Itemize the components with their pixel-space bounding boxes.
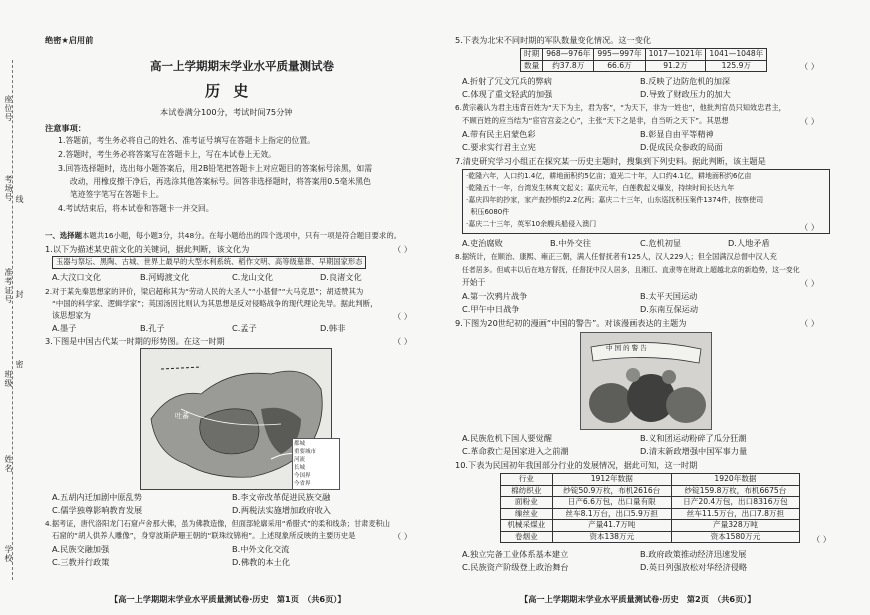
q1-answer-paren: （ ） — [393, 244, 412, 254]
cartoon-banner-text: 中 国 的 警 告 — [606, 344, 647, 352]
q10-r4-c1: 产量41.7万吨 — [552, 520, 671, 532]
q5-cell-2: 66.6万 — [594, 60, 645, 72]
q3-map-legend — [292, 438, 340, 490]
q5-option-a: A.折射了冗文冗兵的弊病 — [462, 76, 552, 86]
q3-option-c: C.儒学独尊影响教育发展 — [52, 505, 143, 515]
q7-answer-paren: （ ） — [800, 222, 819, 232]
q1-keyword-box: 玉器与祭坛、黑陶、古城、世界上最早的大型水利系统、稻作文明、高等级墓葬、早期国家形态 — [52, 256, 366, 269]
score-line: 本试卷满分100分，考试时间75分钟 — [160, 107, 293, 117]
q4-option-d: D.佛教的本土化 — [232, 557, 291, 567]
note-3: 3.回答选择题时，选出每小题答案后，用2B铅笔把答题卡上对应题目的答案标号涂黑，如需 — [58, 164, 373, 173]
q5-cell-0: 数量 — [521, 60, 543, 72]
q7-source-2: ·乾隆五十一年，台湾发生林爽文起义；嘉庆元年，白莲教起义爆发，持续时间长达九年 — [466, 184, 735, 192]
q8-option-c: C.甲午中日战争 — [462, 304, 520, 314]
q7-source-4: ·嘉庆二十三年，英军10余艘兵船侵入澳门 — [466, 220, 597, 228]
q2-option-b: B.孔子 — [140, 323, 165, 333]
q9-option-a: A.民族危机下国人要觉醒 — [462, 433, 552, 443]
q8-option-a: A.第一次鸦片战争 — [462, 291, 528, 301]
q10-r3-c1: 丝车8.1万台，出口5.9万担 — [552, 508, 671, 520]
q1-option-a: A.大汶口文化 — [52, 272, 101, 282]
q3-answer-paren: （ ） — [393, 336, 412, 346]
q4-answer-paren: （ ） — [393, 531, 412, 541]
exam-title: 高一上学期期末学业水平质量测试卷 — [150, 59, 334, 73]
q10-r5-c2: 资本1580万元 — [671, 531, 799, 543]
q10-head-2: 1920年数据 — [671, 474, 799, 486]
name-label: 姓名 — [4, 455, 13, 473]
q5-option-d: D.导致了财政压力的加大 — [640, 89, 731, 99]
q10-r2-c1: 日产6.6万包，出口量有限 — [552, 497, 671, 509]
seal-mark-line: 线 — [15, 195, 24, 204]
q3-option-d: D.两税法实施增加政府收入 — [232, 505, 331, 515]
q8-option-d: D.东南互保运动 — [640, 304, 699, 314]
q5-head-1: 968—976年 — [543, 49, 594, 61]
q7-option-a: A.吏治腐败 — [462, 238, 503, 248]
q8-line-2: 任者居多。但咸丰以后在地方督抚，任督抚中汉人居多，且湘江、直隶等在财政上超越北京的新趋势，这一变化 — [462, 266, 800, 274]
map-label-tubo: 吐蕃 — [175, 412, 189, 420]
q10-option-c: C.民族资产阶级登上政治舞台 — [462, 562, 569, 572]
q10-option-b: B.政府政策推动经济迅速发展 — [640, 549, 747, 559]
q5-head-0: 时期 — [521, 49, 543, 61]
q8-answer-paren: （ ） — [800, 278, 819, 288]
q6-option-d: D.促成民众参政的局面 — [640, 142, 723, 152]
q5-head-3: 1017—1021年 — [645, 49, 706, 61]
q8-line-1: 8.据统计，在顺治、康熙、雍正三朝，满人任督抚者有125人，汉人229人；但全国满汉总督中汉人充 — [455, 252, 777, 261]
legend-wall: 长城 — [294, 465, 306, 471]
q10-option-a: A.独立完备工业体系基本建立 — [462, 549, 569, 559]
q1-option-d: D.良渚文化 — [320, 272, 362, 282]
q5-cell-1: 约37.8万 — [543, 60, 594, 72]
q7-source-3: ·嘉庆四年的抄家，家产查抄银约2.2亿两；嘉庆二十三年，山东巡抚积压案件1374件，按察使司 — [466, 196, 764, 204]
q5-cell-4: 125.9万 — [706, 60, 767, 72]
q2-line-2: “中国的科学家、逻辑学家”；英国汤因比则认为其思想是反对侵略战争的现代理论先导。据此判断， — [52, 299, 378, 308]
q4-option-a: A.民族交融加强 — [52, 544, 110, 554]
q10-stem: 10.下表为民国初年我国部分行业的发展情况，据此可知，这一时期 — [455, 460, 698, 470]
q10-r4-c2: 产量328万吨 — [671, 520, 799, 532]
q4-line-1: 4.据考证，唐代洛阳龙门石窟卢舍那大佛，虽为佛教造像，但面部轮廓采用“希腊式”的柔和线条；甘肃麦积山 — [45, 519, 390, 528]
seal-mark-mi: 密 — [15, 360, 24, 369]
subject-title: 历 史 — [205, 82, 253, 100]
q2-line-3: 该思想家为 — [52, 311, 91, 320]
q1-option-b: B.河姆渡文化 — [140, 272, 190, 282]
seal-mark-feng: 封 — [15, 290, 24, 299]
q9-cartoon-image — [580, 332, 712, 430]
q10-r4-c0: 机械采煤业 — [501, 520, 553, 532]
q2-answer-paren: （ ） — [393, 311, 412, 321]
school-label: 学校 — [4, 545, 13, 563]
q10-option-d: D.英日列强放松对华经济侵略 — [640, 562, 748, 572]
q9-answer-paren: （ ） — [800, 318, 819, 328]
q3-stem: 3.下图是中国古代某一时期的形势图。在这一时期 — [45, 336, 225, 346]
q4-option-c: C.三教并行政策 — [52, 557, 110, 567]
note-3c: 笔迹签字笔写在答题卡上。 — [70, 190, 164, 199]
q5-army-table — [520, 48, 767, 72]
secret-note: 绝密★启用前 — [45, 35, 94, 45]
q6-line-2: 不顾百姓的应当结为“宦官宫妾之心”，主张“天下之是非，自当听之天下”。其思想 — [462, 116, 729, 125]
q8-option-b: B.太平天国运动 — [640, 291, 698, 301]
q1-option-c: C.龙山文化 — [232, 272, 274, 282]
q2-option-a: A.墨子 — [52, 323, 77, 333]
q5-stem: 5.下表为北宋不同时期的军队数量变化情况。这一变化 — [455, 35, 652, 45]
q5-answer-paren: （ ） — [800, 61, 819, 71]
legend-border: 今国界 — [294, 473, 311, 479]
note-2: 2.答题时，考生务必将答案写在答题卡上，写在本试卷上无效。 — [58, 150, 276, 159]
q10-head-1: 1912年数据 — [552, 474, 671, 486]
q10-answer-paren: （ ） — [812, 534, 831, 544]
q10-r5-c1: 资本138万元 — [552, 531, 671, 543]
q10-r1-c0: 棉纺织业 — [501, 485, 553, 497]
q10-r2-c2: 日产20.4万包，出口8316万包 — [671, 497, 799, 509]
q9-stem: 9.下图为20世纪初的漫画“中国的警告”。对该漫画表达的主题为 — [455, 318, 687, 328]
footer-page-2: 【高一上学期期末学业水平质量测试卷·历史 第2页 （共6页）】 — [520, 594, 756, 604]
q6-option-a: A.带有民主启蒙色彩 — [462, 129, 536, 139]
q5-option-c: C.体现了重文轻武的加强 — [462, 89, 553, 99]
class-label: 班级 — [4, 370, 13, 388]
note-4: 4.考试结束后，将本试卷和答题卡一并交回。 — [58, 204, 214, 213]
q5-head-2: 995—997年 — [594, 49, 645, 61]
binding-fold-line — [12, 60, 14, 580]
legend-city: 重要城市 — [294, 449, 317, 455]
exam-room-label: 考场号 — [4, 175, 13, 202]
q4-option-b: B.中外文化交流 — [232, 544, 290, 554]
q9-option-b: B.义和团运动粉碎了瓜分狂潮 — [640, 433, 747, 443]
legend-capital: 都城 — [294, 441, 306, 447]
q5-option-b: B.反映了边防危机的加深 — [640, 76, 731, 86]
q10-industry-table — [500, 473, 800, 543]
q10-r3-c0: 缫丝业 — [501, 508, 553, 520]
q8-line-3: 开始于 — [462, 278, 486, 287]
q3-option-b: B.李文帝改革促进民族交融 — [232, 492, 331, 502]
q10-r1-c2: 纱锭159.8万枚，布机6675台 — [671, 485, 799, 497]
q7-source-box — [462, 169, 830, 234]
q9-option-d: D.清末新政增强中国军事力量 — [640, 446, 748, 456]
seat-label: 座位号 — [4, 95, 13, 122]
footer-page-1: 【高一上学期期末学业水平质量测试卷·历史 第1页 （共6页）】 — [110, 594, 346, 604]
ticket-label: 准考证号 — [4, 268, 13, 304]
legend-province: 今省界 — [294, 481, 311, 487]
q3-option-a: A.五胡内迁加剧中原乱势 — [52, 492, 142, 502]
q7-option-d: D.人地矛盾 — [728, 238, 770, 248]
q9-option-c: C.革命救亡是国家进入之前潮 — [462, 446, 569, 456]
note-1: 1.答题前，考生务必将自己的姓名、准考证号填写在答题卡上指定的位置。 — [58, 136, 315, 145]
q10-r2-c0: 面粉业 — [501, 497, 553, 509]
section-1-heading: 一、选择题本题共16小题，每小题3分，共48分。在每小题给出的四个选项中，只有一项是符合题目要求的。 — [45, 231, 402, 240]
q6-option-c: C.要求实行君主立宪 — [462, 142, 536, 152]
q5-head-4: 1041—1048年 — [706, 49, 767, 61]
q2-option-c: C.孟子 — [232, 323, 257, 333]
q4-line-2: 石窟的“胡人供养人雕像”，身穿波斯萨珊王朝的“联珠纹锦袍”。上述现象所反映的主要历史是 — [52, 531, 356, 540]
q7-option-c: C.危机初显 — [640, 238, 682, 248]
q10-r3-c2: 丝车11.5万台，出口7.8万担 — [671, 508, 799, 520]
note-3b: 改动，用橡皮擦干净后，再选涂其他答案标号。回答非选择题时，将答案用0.5毫米黑色 — [70, 177, 371, 186]
q6-option-b: B.彰显自由平等精神 — [640, 129, 714, 139]
q7-stem: 7.清史研究学习小组正在探究某一历史主题时，搜集到下列史料。据此判断，该主题是 — [455, 156, 766, 166]
q6-answer-paren: （ ） — [800, 116, 819, 126]
q10-head-0: 行业 — [501, 474, 553, 486]
q7-source-3b: 积压6080件 — [466, 208, 510, 216]
legend-river: 河流 — [294, 457, 306, 463]
q1-stem: 1.以下为描述某史前文化的关键词，据此判断，该文化为 — [45, 244, 250, 254]
q2-line-1: 2.对于某先秦思想家的评价，梁启超称其为“劳动人民的大圣人”“小基督”“大马克思”；胡适赞其为 — [45, 287, 364, 296]
q5-cell-3: 91.2万 — [645, 60, 706, 72]
notes-title: 注意事项： — [45, 123, 86, 133]
q10-r1-c1: 纱锭50.9万枚，布机2616台 — [552, 485, 671, 497]
q6-line-1: 6.黄宗羲认为君主违背百姓为“天下为主，君为客”，“为天下，非为一姓也”，他批判官员只知效忠君主， — [455, 103, 786, 112]
q7-option-b: B.中外交往 — [550, 238, 591, 248]
q10-r5-c0: 卷烟业 — [501, 531, 553, 543]
q7-source-1: ·乾隆六年，人口约1.4亿，耕地面积约5亿亩；道光二十年，人口约4.1亿，耕地面积约6亿亩 — [466, 172, 752, 180]
q2-option-d: D.韩非 — [320, 323, 346, 333]
